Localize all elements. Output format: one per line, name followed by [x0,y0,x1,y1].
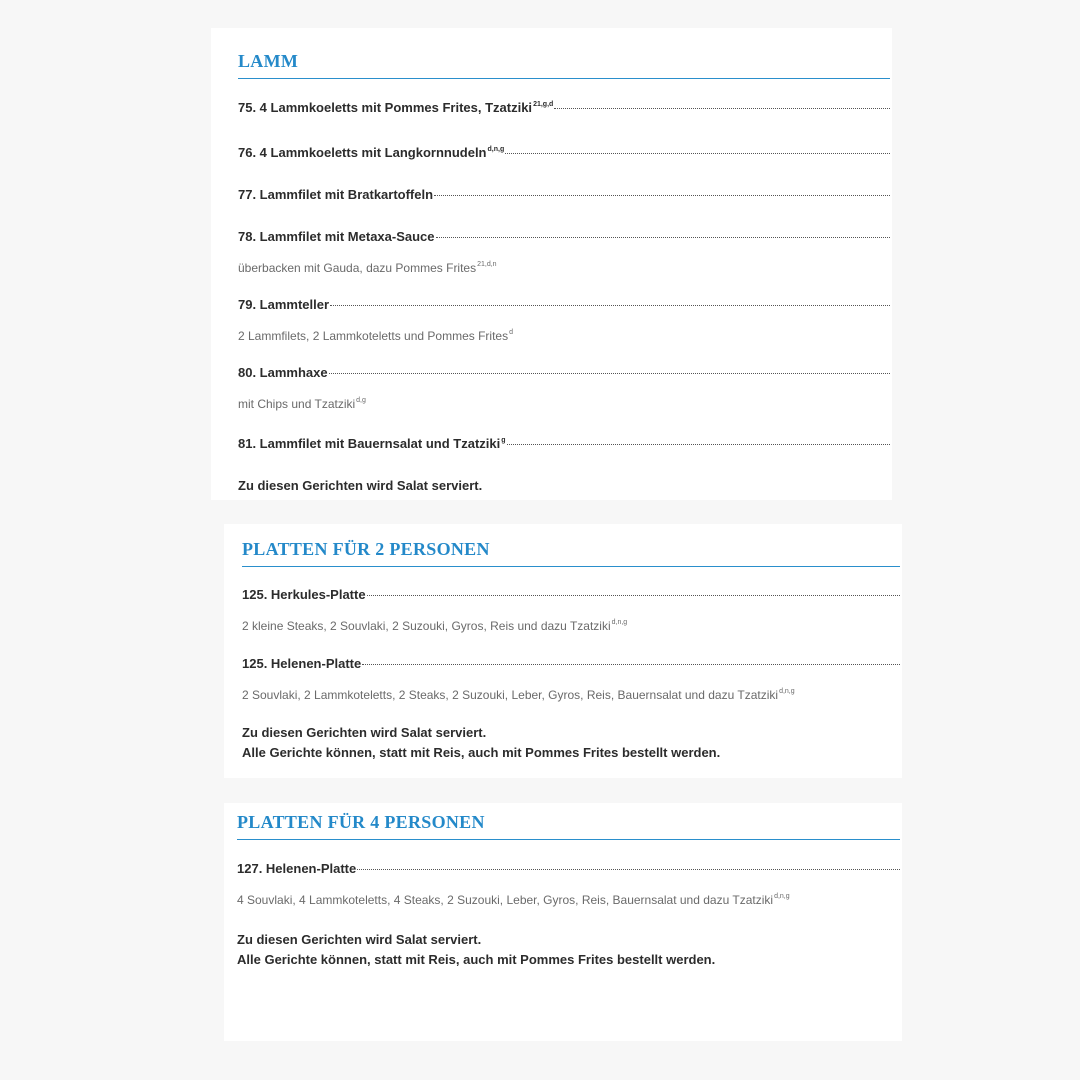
item-name: 127. Helenen-Platte [237,861,357,876]
item-name: 125. Herkules-Platte [242,587,366,602]
menu-item [238,431,890,454]
dot-leader [367,595,900,596]
item-description: 2 Lammfilets, 2 Lammkoteletts und Pommes Frites$^d$ [238,329,513,343]
dot-leader [329,373,890,374]
note-line: Alle Gerichte können, statt mit Reis, auch mit Pommes Frites bestellt werden. [237,952,716,967]
menu-item [238,363,890,412]
item-name: 79. Lammteller [238,297,330,312]
allergen-codes: d [509,329,513,336]
item-name: 76. 4 Lammkoeletts mit Langkornnudeln$^{d,n,g}$ [238,145,505,160]
dot-leader [554,108,890,109]
serving-note [237,930,900,970]
menu-card-lamm [211,28,892,500]
allergen-codes: d,n,g [779,688,795,695]
allergen-codes: g [501,437,506,444]
section-title: PLATTEN FÜR 4 PERSONEN [237,811,900,840]
menu-item [242,654,900,703]
serving-note [242,723,900,763]
menu-card-platten-2 [224,524,902,778]
menu-card-platten-4 [224,803,902,1041]
note-line: Zu diesen Gerichten wird Salat serviert. [237,932,482,947]
allergen-codes: d,n,g [487,146,505,153]
item-name: 125. Helenen-Platte [242,656,362,671]
item-name: 78. Lammfilet mit Metaxa-Sauce [238,229,435,244]
note-line: Zu diesen Gerichten wird Salat serviert. [242,725,487,740]
dot-leader [505,153,890,154]
menu-item [238,185,890,205]
allergen-codes: 21,d,n [477,261,497,268]
dot-leader [507,444,890,445]
item-description: überbacken mit Gauda, dazu Pommes Frites$^{21,d,n}$ [238,261,497,275]
menu-item [238,227,890,276]
menu-item [238,95,890,118]
menu-item [238,295,890,344]
dot-leader [434,195,890,196]
allergen-codes: 21,g,d [533,101,554,108]
dot-leader [362,664,900,665]
item-name: 77. Lammfilet mit Bratkartoffeln [238,187,434,202]
dot-leader [330,305,890,306]
note-line: Alle Gerichte können, statt mit Reis, auch mit Pommes Frites bestellt werden. [242,745,721,760]
menu-item [242,585,900,634]
allergen-codes: d,n,g [774,893,790,900]
item-description: mit Chips und Tzatziki$^{d,g}$ [238,397,366,411]
item-description: 2 Souvlaki, 2 Lammkoteletts, 2 Steaks, 2 Suzouki, Leber, Gyros, Reis, Bauernsalat und dazu Tzatziki$^{d,n,g}$ [242,688,795,702]
dot-leader [357,869,900,870]
allergen-codes: d,g [356,397,366,404]
section-title: PLATTEN FÜR 2 PERSONEN [242,538,900,567]
allergen-codes: d,n,g [611,619,628,626]
item-name: 81. Lammfilet mit Bauernsalat und Tzatziki$^g$ [238,436,506,451]
serving-note: Zu diesen Gerichten wird Salat serviert. [238,478,483,493]
item-description: 4 Souvlaki, 4 Lammkoteletts, 4 Steaks, 2 Suzouki, Leber, Gyros, Reis, Bauernsalat und dazu Tzatziki$^{d,n,g}$ [237,893,790,907]
menu-item [237,859,900,908]
item-name: 75. 4 Lammkoeletts mit Pommes Frites, Tzatziki$^{21,g,d}$ [238,100,554,115]
section-title: LAMM [238,50,890,79]
menu-item [238,140,890,163]
item-description: 2 kleine Steaks, 2 Souvlaki, 2 Suzouki, Gyros, Reis und dazu Tzatziki$^{d,n,g}$ [242,619,628,633]
item-name: 80. Lammhaxe [238,365,328,380]
dot-leader [436,237,890,238]
